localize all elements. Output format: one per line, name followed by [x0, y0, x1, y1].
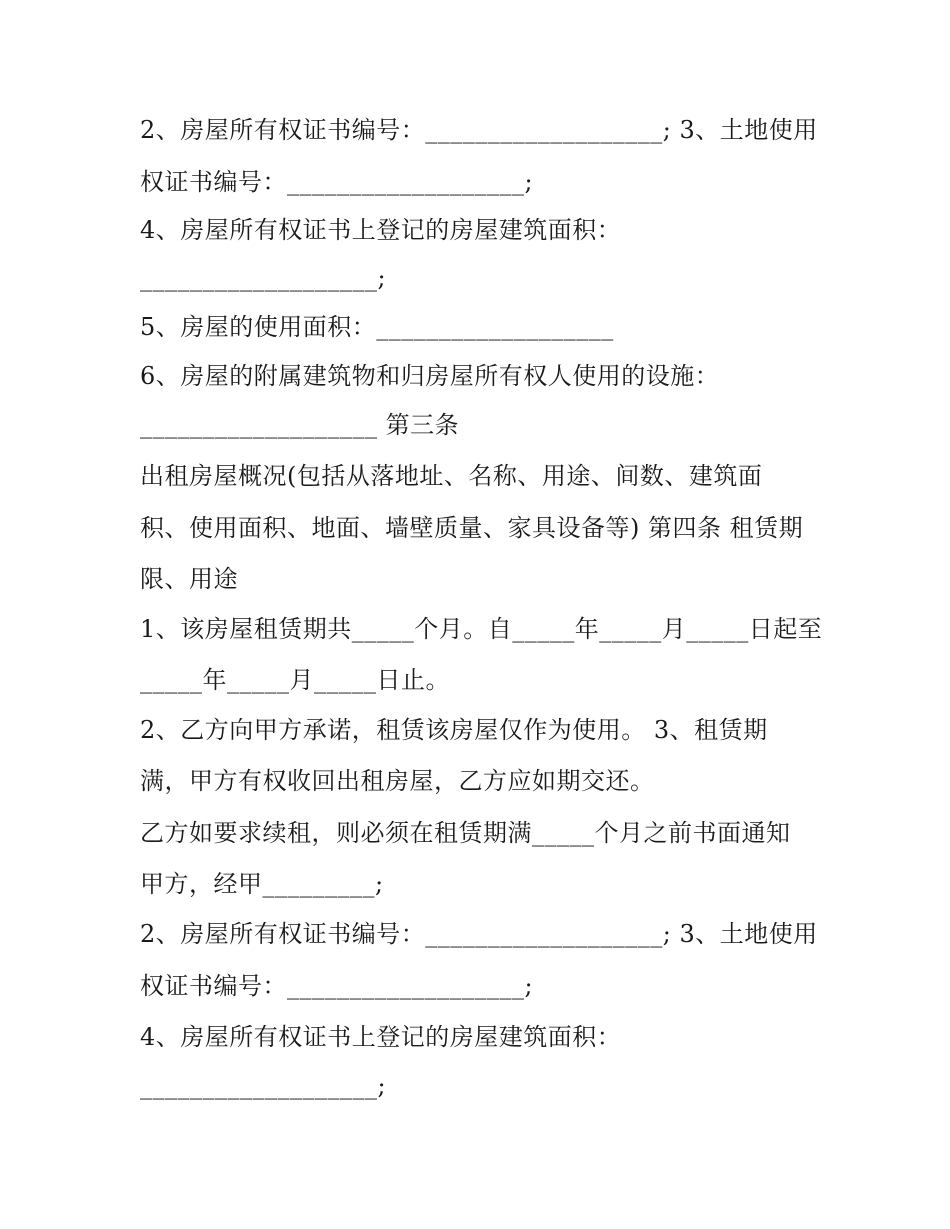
doc-line: 2、房屋所有权证书编号：___________________; 3、土地使用 — [140, 920, 818, 948]
doc-line: 甲方，经甲_________; — [140, 870, 384, 898]
doc-line: _____年_____月_____日止。 — [140, 666, 450, 694]
doc-line: ___________________; — [140, 264, 387, 292]
doc-line: 1、该房屋租赁期共_____个月。自_____年_____月_____日起至 — [140, 615, 823, 643]
doc-line: 4、房屋所有权证书上登记的房屋建筑面积： — [140, 216, 622, 244]
doc-line: ___________________ 第三条 — [140, 411, 460, 439]
doc-line: 2、乙方向甲方承诺，租赁该房屋仅作为使用。 3、租赁期 — [140, 716, 768, 744]
doc-line: 6、房屋的附属建筑物和归房屋所有权人使用的设施： — [140, 362, 720, 390]
doc-line: 4、房屋所有权证书上登记的房屋建筑面积： — [140, 1023, 622, 1051]
doc-line: 权证书编号：___________________; — [140, 168, 534, 196]
doc-line: 积、使用面积、地面、墙壁质量、家具设备等) 第四条 租赁期 — [140, 514, 804, 542]
doc-line: 限、用途 — [140, 565, 238, 593]
doc-line: 5、房屋的使用面积：___________________ — [140, 313, 614, 341]
doc-line: ___________________; — [140, 1072, 387, 1100]
doc-line: 权证书编号：___________________; — [140, 972, 534, 1000]
doc-line: 2、房屋所有权证书编号：___________________; 3、土地使用 — [140, 116, 818, 144]
doc-line: 出租房屋概况(包括从落地址、名称、用途、间数、建筑面 — [140, 462, 763, 490]
doc-line: 满，甲方有权收回出租房屋，乙方应如期交还。 — [140, 767, 655, 795]
doc-line: 乙方如要求续租，则必须在租赁期满_____个月之前书面通知 — [140, 819, 791, 847]
